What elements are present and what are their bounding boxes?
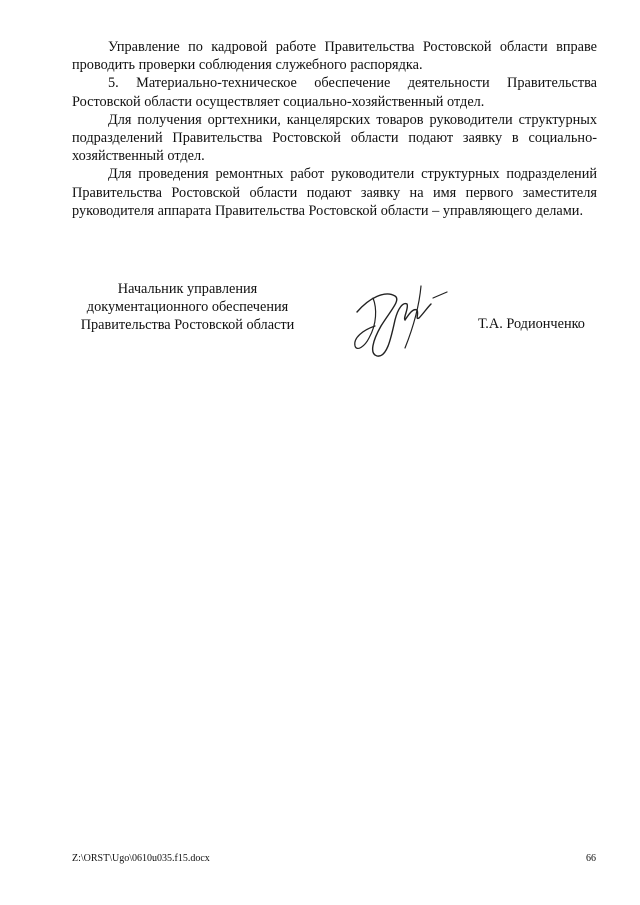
paragraph-hr-inspections: Управление по кадровой работе Правительства Ростовской области вправе проводить проверки соблюдения служебного распорядка. [72,39,597,74]
file-path: Z:\ORST\Ugo\0610u035.f15.docx [72,853,210,864]
signatory-title-line: документационного обеспечения [86,299,289,316]
signatory-title [60,280,315,335]
signatory-title-line: Правительства Ростовской области [80,317,295,334]
signatory-name: Т.А. Родионченко [478,316,585,332]
signatory-title-line: Начальник управления [117,281,258,297]
paragraph-office-supplies-request: Для получения оргтехники, канцелярских товаров руководители структурных подразделений Правительства Ростовской области подают заявку в социально-хозяйственный отдел. [72,111,597,165]
paragraph-repair-request: Для проведения ремонтных работ руководители структурных подразделений Правительства Ростовской области подают заявку на имя первого заместителя руководителя аппарата Правительства Ростовской области – управляющего делами. [72,166,597,219]
page-number: 66 [586,853,596,864]
handwritten-signature [343,268,453,373]
document-body [72,38,597,220]
signature-block [60,268,620,378]
paragraph-item-5-logistics: 5. Материально-техническое обеспечение деятельности Правительства Ростовской области осуществляет социально-хозяйственный отдел. [72,75,597,110]
